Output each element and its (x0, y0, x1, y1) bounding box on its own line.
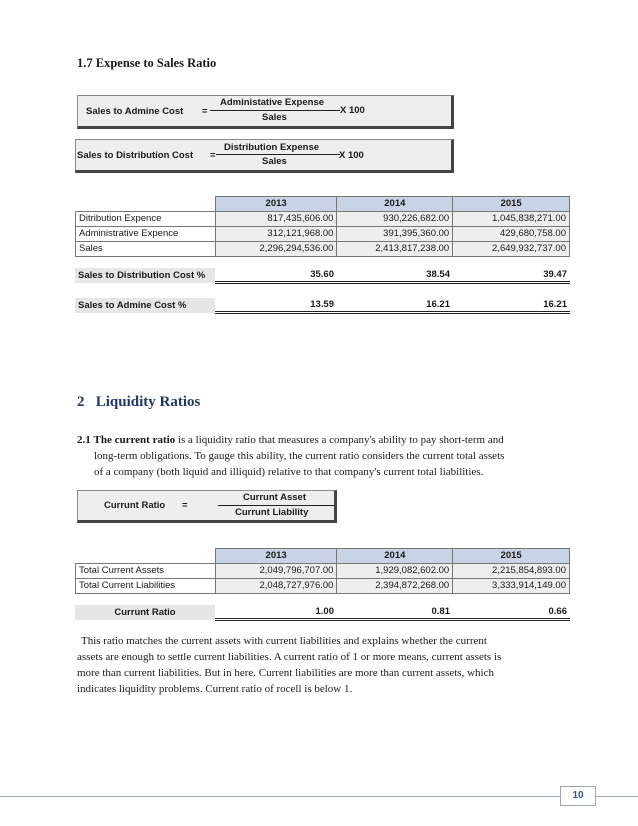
paragraph-line: more than current liabilities. But in here. Current liabilities are more than current assets, which (77, 667, 494, 679)
formula-equals: = (210, 150, 216, 161)
header-blank (76, 197, 216, 212)
ratio-value: 1.00 (215, 605, 337, 620)
cell-value: 2,649,932,737.00 (453, 242, 570, 257)
formula-multiplier: X 100 (339, 150, 364, 161)
formula-denominator: Sales (262, 112, 287, 123)
fraction-line (216, 154, 340, 155)
table-header-row (76, 549, 570, 564)
header-blank (76, 549, 216, 564)
formula-equals: = (182, 500, 188, 511)
year-header: 2014 (337, 197, 453, 212)
formula-label: Sales to Admine Cost (86, 106, 184, 117)
ratio-value: 16.21 (337, 298, 453, 313)
table-row (76, 212, 570, 227)
cell-value: 2,049,796,707.00 (215, 564, 337, 579)
ratio-value: 16.21 (453, 298, 570, 313)
year-header: 2013 (215, 197, 337, 212)
formula-multiplier: X 100 (340, 105, 365, 116)
formula-numerator: Administative Expense (220, 97, 325, 108)
paragraph-line: assets are enough to settle current liabilities. A current ratio of 1 or more means, current assets is (77, 651, 502, 663)
paragraph-explanation (77, 633, 572, 697)
formula-box-admin-cost (77, 95, 454, 129)
cell-value: 2,413,817,238.00 (337, 242, 453, 257)
cell-value: 817,435,606.00 (215, 212, 337, 227)
cell-value: 1,929,082,602.00 (337, 564, 453, 579)
ratio-value: 0.66 (453, 605, 570, 620)
cell-value: 2,215,854,893.00 (453, 564, 570, 579)
ratio-current-row (75, 605, 570, 621)
formula-label: Sales to Distribution Cost (77, 150, 194, 161)
expense-table (75, 196, 570, 257)
row-label: Total Current Liabilities (76, 579, 216, 594)
cell-value: 2,394,872,268.00 (337, 579, 453, 594)
cell-value: 391,395,360.00 (337, 227, 453, 242)
section-heading-2: 2 Liquidity Ratios (77, 394, 201, 410)
ratio-value: 35.60 (215, 268, 337, 283)
formula-numerator: Currunt Asset (243, 492, 306, 503)
formula-box-distribution-cost (75, 139, 454, 173)
row-label: Sales (76, 242, 216, 257)
section-heading-1-7: 1.7 Expense to Sales Ratio (77, 56, 217, 70)
year-header: 2015 (453, 549, 570, 564)
cell-value: 930,226,682.00 (337, 212, 453, 227)
formula-equals: = (202, 106, 208, 117)
row-label: Administrative Expence (76, 227, 216, 242)
ratio-value: 39.47 (453, 268, 570, 283)
table-header-row (76, 197, 570, 212)
formula-numerator: Distribution Expense (224, 142, 320, 153)
ratio-label: Sales to Admine Cost % (75, 298, 215, 313)
year-header: 2013 (215, 549, 337, 564)
paragraph-line: of a company (both liquid and illiquid) relative to that company's current total liabilities. (94, 466, 484, 478)
cell-value: 429,680,758.00 (453, 227, 570, 242)
bold-term: The current ratio (93, 434, 176, 446)
paragraph-line: is a liquidity ratio that measures a company's ability to pay short-term and (175, 434, 504, 446)
ratio-value: 0.81 (337, 605, 453, 620)
paragraph-current-ratio (77, 432, 572, 480)
table-row (76, 564, 570, 579)
cell-value: 1,045,838,271.00 (453, 212, 570, 227)
fraction-line (210, 110, 340, 111)
row-label: Ditribution Expence (76, 212, 216, 227)
year-header: 2014 (337, 549, 453, 564)
ratio-value: 38.54 (337, 268, 453, 283)
paragraph-line: This ratio matches the current assets with current liabilities and explains whether the current (81, 635, 487, 647)
fraction-line (218, 505, 334, 506)
ratio-distribution-row (75, 268, 570, 284)
cell-value: 312,121,968.00 (215, 227, 337, 242)
ratio-admin-row (75, 298, 570, 314)
formula-label: Currunt Ratio (104, 500, 166, 511)
row-label: Total Current Assets (76, 564, 216, 579)
page-number: 10 (560, 786, 596, 806)
formula-box-current-ratio (77, 490, 337, 523)
table-row (76, 579, 570, 594)
ratio-label: Currunt Ratio (75, 605, 215, 620)
paragraph-line: long-term obligations. To gauge this ability, the current ratio considers the current total assets (94, 450, 505, 462)
formula-denominator: Currunt Liability (235, 507, 309, 518)
cell-value: 3,333,914,149.00 (453, 579, 570, 594)
formula-denominator: Sales (262, 156, 287, 167)
ratio-label: Sales to Distribution Cost % (75, 268, 215, 283)
table-row (76, 227, 570, 242)
year-header: 2015 (453, 197, 570, 212)
ratio-value: 13.59 (215, 298, 337, 313)
paragraph-line: indicates liquidity problems. Current ratio of rocell is below 1. (77, 683, 353, 695)
table-row (76, 242, 570, 257)
cell-value: 2,048,727,976.00 (215, 579, 337, 594)
liquidity-table (75, 548, 570, 594)
footer-divider (0, 796, 638, 797)
subsection-number: 2.1 (77, 434, 91, 446)
cell-value: 2,296,294,536.00 (215, 242, 337, 257)
